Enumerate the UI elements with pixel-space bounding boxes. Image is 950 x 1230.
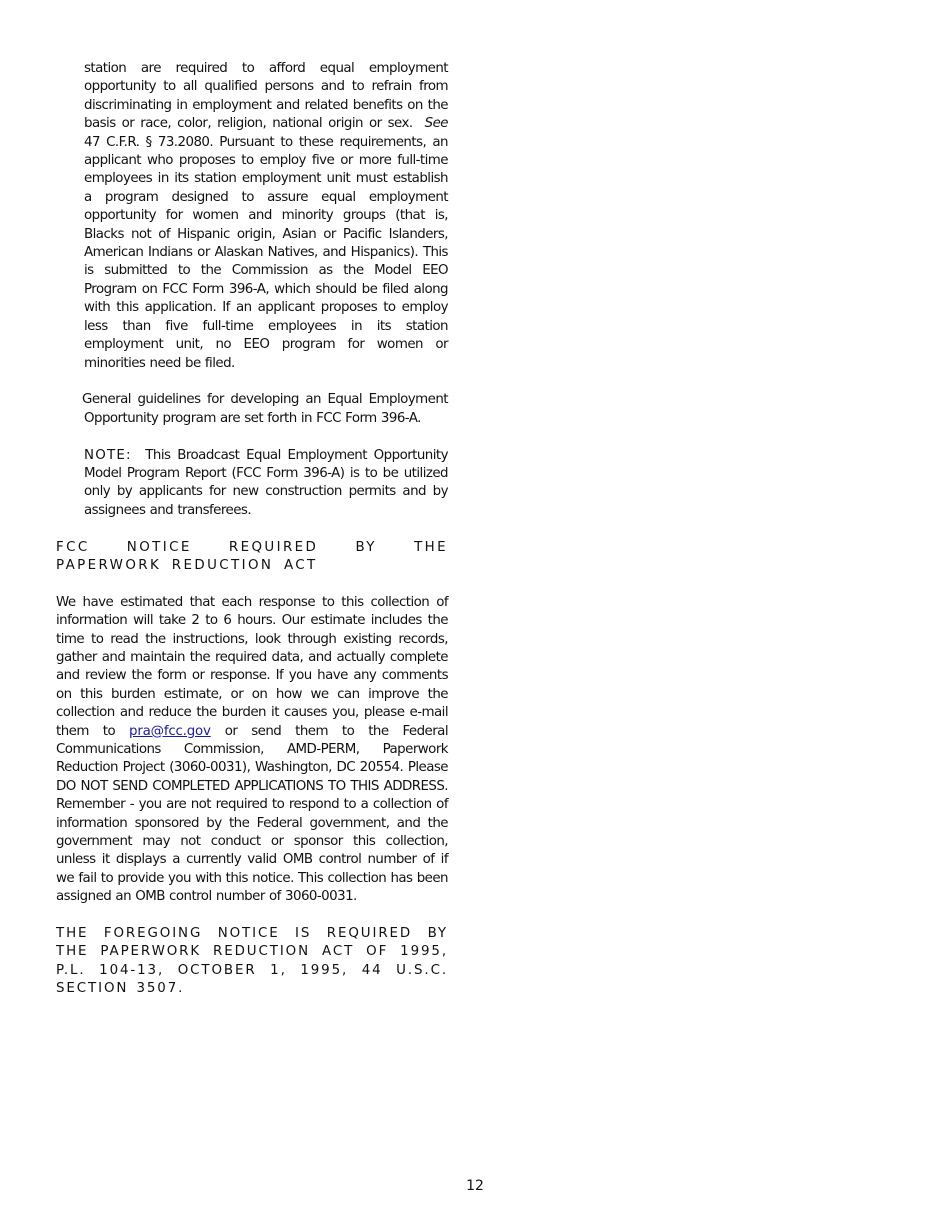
note-label: NOTE:: [84, 447, 132, 463]
eeo-note-paragraph: [84, 447, 448, 521]
text-column: [56, 60, 448, 999]
note-text: This Broadcast Equal Employment Opportunity Model Program Report (FCC Form 396-A) is to be utilized only by applicants for new construction permits and by assignees and transferees.: [84, 447, 448, 518]
paperwork-heading: FCC NOTICE REQUIRED BY THE PAPERWORK REDUCTION ACT: [56, 539, 448, 573]
eeo-guidelines-paragraph: General guidelines for developing an Equal Employment Opportunity program are set forth in FCC Form 396-A.: [82, 392, 448, 426]
eeo-requirements-text-before-see: station are required to afford equal employment opportunity to all qualified persons and to refrain from discriminating in employment and related benefits on the basis or race, color, religion, national origin or sex.: [84, 61, 448, 132]
paperwork-section: [56, 539, 448, 999]
paperwork-body-before-email: We have estimated that each response to this collection of information will take 2 to 6 hours. Our estimate includes the time to read the instructions, look through existing records, gather and maintain the required data, and actually complete and review the form or response. If you have any comments on this burden estimate, or on how we can improve the collection and reduce the burden it causes you, please e-mail them to: [56, 594, 448, 739]
eeo-section: [56, 60, 448, 520]
paperwork-body-after-email: or send them to the Federal Communications Commission, AMD-PERM, Paperwork Reduction Project (3060-0031), Washington, DC 20554. Please DO NOT SEND COMPLETED APPLICATIONS TO THIS ADDRESS. Remember - you are not required to respond to a collection of information sponsored by the Federal government, and the government may not conduct or sponsor this collection, unless it displays a currently valid OMB control number of if we fail to provide you with this notice. This collection has been assigned an OMB control number of 3060-0031.: [56, 723, 448, 905]
paperwork-act-notice: THE FOREGOING NOTICE IS REQUIRED BY THE PAPERWORK REDUCTION ACT OF 1995, P.L. 104-13, OCTOBER 1, 1995, 44 U.S.C. SECTION 3507.: [56, 926, 448, 997]
page-number: 12: [466, 1178, 484, 1194]
paragraph-spacer: [84, 373, 448, 391]
eeo-requirements-paragraph: [84, 60, 448, 373]
pra-email-link[interactable]: pra@fcc.gov: [129, 723, 211, 739]
paragraph-spacer: [56, 575, 448, 593]
eeo-requirements-text-after-see: 47 C.F.R. § 73.2080. Pursuant to these requirements, an applicant who proposes to employ five or more full-time employees in its station employment unit must establish a program designed to assure equal employment opportunity for women and minority groups (that is, Blacks not of Hispanic origin, Asian or Pacific Islanders, American Indians or Alaskan Natives, and Hispanics). This is submitted to the Commission as the Model EEO Program on FCC Form 396-A, which should be filed along with this application. If an applicant proposes to employ less than five full-time employees in its station employment unit, no EEO program for women or minorities need be filed.: [84, 134, 448, 371]
paragraph-spacer: [84, 428, 448, 446]
paragraph-spacer: [56, 907, 448, 925]
section-spacer: [56, 520, 448, 538]
paperwork-body-paragraph: [56, 594, 448, 907]
see-citation-label: See: [424, 116, 448, 132]
